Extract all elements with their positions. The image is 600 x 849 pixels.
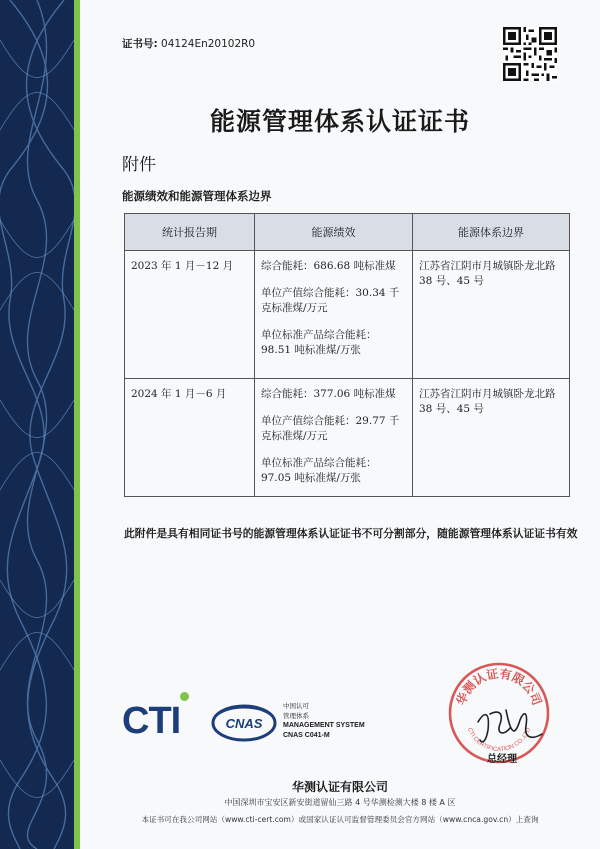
cti-logo-text: CTI [122, 700, 181, 742]
performance-line: 单位标准产品综合能耗：97.05 吨标准煤/万张 [261, 457, 377, 484]
annex-validity-note: 此附件是具有相同证书号的能源管理体系认证证书不可分割部分，随能源管理体系认证证书有效 [124, 527, 578, 540]
header-boundary: 能源体系边界 [413, 214, 570, 251]
verification-note: 本证书可在我公司网站（www.cti-cert.com）或国家认证认可监督管理委员会官方网站（www.cnca.gov.cn）上查询 [141, 815, 539, 824]
performance-line: 单位标准产品综合能耗：98.51 吨标准煤/万张 [261, 329, 377, 356]
performance-line: 单位产值综合能耗：29.77 千克标准煤/万元 [261, 415, 400, 442]
cnas-text-line: MANAGEMENT SYSTEM [283, 722, 365, 729]
energy-performance-table [124, 213, 570, 497]
certificate-number-label: 证书号: [122, 38, 158, 50]
signatory-title: 总经理 [487, 754, 517, 765]
cell-period: 2023 年 1 月－12 月 [125, 251, 255, 379]
svg-text:CTI CERTIFICATION CO.,LTD: CTI CERTIFICATION CO.,LTD [465, 727, 533, 754]
cnas-logo-text: CNAS [225, 716, 263, 731]
cell-performance [255, 379, 413, 497]
certificate-title: 能源管理体系认证证书 [209, 107, 470, 136]
cnas-accreditation-text [283, 702, 365, 740]
cnas-text-line: CNAS C041-M [283, 731, 330, 739]
svg-text:华测认证有限公司: 华测认证有限公司 [453, 666, 545, 708]
certificate-number-value: 04124En20102R0 [161, 38, 256, 50]
cell-boundary: 江苏省江阴市月城镇卧龙北路 38 号、45 号 [413, 251, 570, 379]
cnas-text-line: 管理体系 [283, 711, 309, 720]
section-heading: 能源绩效和能源管理体系边界 [122, 189, 272, 203]
header-period: 统计报告期 [125, 214, 255, 251]
performance-line: 综合能耗：377.06 吨标准煤 [261, 388, 396, 400]
cti-logo [122, 700, 180, 743]
performance-line: 综合能耗：686.68 吨标准煤 [261, 260, 396, 272]
issuer-address: 中国深圳市宝安区新安街道留仙三路 4 号华测检测大楼 8 楼 A 区 [224, 798, 456, 807]
certificate-number [122, 36, 255, 51]
cell-boundary: 江苏省江阴市月城镇卧龙北路 38 号、45 号 [413, 379, 570, 497]
cti-logo-dot-icon [180, 692, 189, 701]
table-row [125, 379, 570, 497]
header-performance: 能源绩效 [255, 214, 413, 251]
issuer-company-name: 华测认证有限公司 [291, 780, 388, 794]
cnas-text-line: 中国认可 [283, 702, 309, 710]
signature [470, 700, 550, 750]
annex-label: 附件 [122, 155, 156, 175]
performance-line: 单位产值综合能耗：30.34 千克标准煤/万元 [261, 287, 400, 314]
cell-period: 2024 年 1 月－6 月 [125, 379, 255, 497]
table-header-row [125, 214, 570, 251]
table-row [125, 251, 570, 379]
cell-performance [255, 251, 413, 379]
qr-code-icon [503, 27, 557, 81]
cnas-logo [211, 703, 277, 743]
